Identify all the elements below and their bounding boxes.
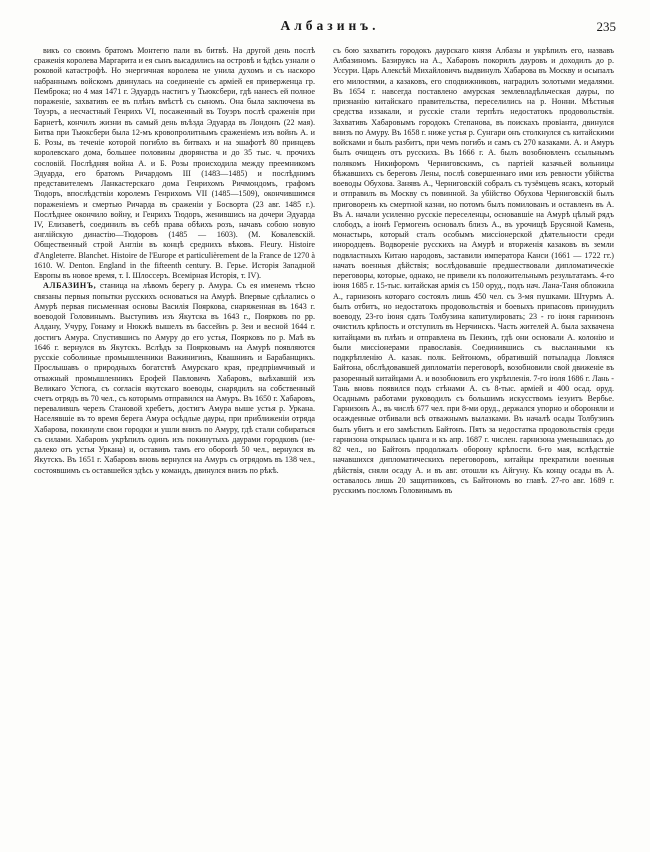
page-number: 235 (596, 19, 616, 34)
left-column (34, 46, 315, 476)
page-header (34, 18, 616, 44)
entry-headword: АЛБАЗИНЪ, (43, 281, 97, 291)
paragraph: съ бою захватить городокъ даурскаго князя Албазы и укрѣпилъ его, назвавъ Албазиномъ. Базируясь на А., Хабаровъ покорилъ дауровъ и доходилъ до р. Уссури. Царь Алексѣй Михайловичъ выдвинулъ Хабарова въ Москву и осыпалъ его милостями, а казаковъ, его сподвижниковъ, наградилъ золотыми медалями. Въ 1654 г. навсегда поставлено амурская землевладѣльческая дауры, по признанію китайскаго правительства, переселились на р. Нонни. Мѣстныя средства иззакали, и русскіе стали терпѣть недостатокъ продовольствія. Захвативъ Хабаровымъ городокъ Степанова, въ поискахъ провіанта, двинулся внизъ по Амуру. Въ 1658 г. ниже устья р. Сунгари онъ столкнулся съ китайскими войсками и былъ разбитъ, при чемъ погибъ и самъ съ 270 казаками. А. и Амуръ былъ очищенъ отъ русскихъ. Въ 1666 г. А. былъ возобновленъ ссыльнымъ полякомъ Никифоромъ Черниговскимъ, съ партіей казачьей вольницы бѣжавшихъ съ береговъ Лены, послѣ совершеннаго ими изъ ревности убійства воеводы Обухова. Занявъ А., Черниговскій собралъ съ тузёмцевъ ясакъ, который и отправилъ въ Москву съ повинной. За убійство Обухова Черниговскій былъ приговоренъ къ смертной казни, но потомъ былъ помилованъ и оставленъ въ А. Въ А. начали усиленно русскіе переселенцы, основавшіе на Амурѣ цѣлый рядъ слободъ, а іюнѣ Гермогенъ основалъ близъ А., въ урочищѣ Брусяной Камень, монастырь, который сталъ особымъ миссіонерской дѣятельности среди инородцевъ. Водвореніе русскихъ на Амурѣ и вторженія казаковъ въ земли подвластныхъ Китаю народовъ, заставили императора Канси (1661 — 1722 гг.) начать военныя дѣйствія; вослѣдовавшіе предшествовали дипломатическіе переговоры, которые, однако, не привели къ положительнымъ результатамъ. 4-го іюня 1685 г. 15-тыс. китайская армія съ 150 оруд., подъ нач. Лана-Таня обложила А., гарнизонъ котораго состоялъ лишь 450 чел. съ 3-мя пушками. Штурмъ А. былъ отбитъ, но недостатокъ продовольствія и боевыхъ припасовъ принудилъ воеводу, 23-го іюня сдать Толбузина капитулировать; 23 - го іюня гарнизонъ очистилъ крѣпость и отступилъ въ Нерчинскъ. Часть жителей А. была захвачена китайцами въ плѣнъ и отправлена въ Пекинъ, гдѣ они основали А. колонію и были миссіонерами православія. Соединившись съ высланными къ подкрѣпленію А. казак. полк. Бейтономъ, обратившій потыладца Ловляся Байтона, обслѣдовавшей дипломатіи переговорѣ, возобновили свой движеніе въ разоренный китайцами А. и возобновилъ его укрѣпленія. 7-го іюля 1686 г. Лань - Тань вновь появился подъ стѣнами А. съ 8-тыс. арміей и 400 осад. оруд. Осаднымъ работами руководилъ съ большимъ искусствомъ іезуитъ Вербье. Гарнизонъ А., въ числѣ 677 чел. при 8-ми оруд., держался упорно и обороняли и осажденные отбивали всѣ отважнымъ вылазками. Въ началѣ осады Толбузинъ былъ убитъ и его замѣстилъ Байтонъ. Пять за недостатка продовольствія среди гарнизона открылась цынга и къ апр. 1687 г. числен. гарнизона уменьшилась до 82 чел., но Байтонъ продолжалъ оборону крѣпости. 6-го мая, вслѣдствіе начавшихся дипломатическихъ переговоровъ, китайцы прекратили военныя дѣйствія, сняли осаду А. и въ авг. отошли къ Айгуну. Къ концу осады въ А. оставалось лишь 20 защитниковъ, съ Байтономъ во главѣ. 27-го авг. 1689 г. русскимъ посломъ Головинымъ въ (333, 46, 614, 496)
dictionary-entry-albazin: АЛБАЗИНЪ, станица на лѣвомъ берегу р. Амура. Съ ея именемъ тѣсно связаны первыя попытки русскихъ основаться на Амурѣ. Впервые сдѣлались о Амурѣ первая письменная основы Василія Пояркова, снаряженная въ 1643 г. воеводой Головинымъ. Выступивъ изъ Якутска въ 1643 г., Поярковъ по рр. Алдану, Учуру, Гонаму и Нюкжѣ вышелъ въ бассейнъ р. Зеи и весной 1644 г. достигъ Амура. Спустившись по Амуру до его устья, Поярковъ по р. Маѣ въ 1646 г. вернулся въ Якутскъ. Вслѣдъ за Поярковымъ на Амурѣ появляются русскіе соболиные промышленники Важинигинъ, Квашнинъ и Барабанщикъ. Прослышавъ о природныхъ богатствѣ Амурскаго края, предпріимчивый и отважный промышленникъ Ерофей Павловичъ Хабаровъ, выѣхавшій изъ Великаго Устюга, съ согласія якутскаго воеводы, снарядилъ на собственный счетъ отрядъ въ 70 чел., съ которымъ отправился на Амуръ. Въ 1650 г. Хабаровъ, перевалившъ черезъ Становой хребетъ, достигъ Амура выше устья р. Урканa. Населявшіе въ то время берега Амура осѣдлые дауры, при приближеніи отряда Хабарова, покинули свои городки и ушли внизъ по Амуру, гдѣ стали собираться съ силами. Хабаровъ укрѣпилъ одинъ изъ покинутыхъ даурами городковъ (не-далеко отъ устья Урканa) и, оставивъ тамъ его оборонѣ 50 чел., вернулся въ Якутскъ. Въ 1651 г. Хабаровъ вновь вернулся на Амуръ съ отрядомъ въ 138 чел., состоявшимъ съ оставшейся здѣсь у командъ, двинулся внизъ по рѣкѣ. (34, 281, 315, 475)
right-column (333, 46, 614, 496)
running-title: Албазинъ. (280, 18, 380, 33)
two-column-body (34, 46, 616, 496)
paragraph: викъ со своимъ братомъ Монтегю пали въ битвѣ. На другой день послѣ сраженія королева Маргарита и ея сынъ высадились на островѣ и ѣдѣсь узнали о роковой катастрофѣ. Но энергичная королева не унила духомъ и съ наскоро набраннымъ войскомъ двинулась на соединеніе съ арміей ея приверженца гр. Пемброка; но 4 мая 1471 г. Эдуардъ настигъ у Тьюксбери, гдѣ нанесъ ей полное пораженіе, захвативъ ее въ плѣнъ вмѣстѣ съ сыномъ. Она была заключена въ Тоуэръ, а несчастный Генрихъ VI, посаженный въ Тоуэръ послѣ сраженія при Барнетѣ, кончилъ жизни въ самый день въѣзда Эдуарда въ Лондонъ (22 мая). Битва при Тьюксбери была 12-мъ кровопролитнымъ сраженіемъ изъ войнъ А. и Б. Розы, въ теченіе которой погибло въ битвахъ и на эшафотѣ 80 принцевъ королевскаго дома, большее половины дворянства и до 35 тыс. ч. прочихъ сословій. Послѣдняя война А. и Б. Розы происходила между преемникомъ Эдуарда, его братомъ Ричардомъ III (1483—1485) и послѣднимъ представителемъ Ланкастерскаго дома Генрихомъ Ричмондомъ, графомъ Тюдоръ, впослѣдствіи королемъ Генрихомъ VII (1485—1509), окончившимся пораженіемъ и смертью Ричарда въ сраженіи у Босворта (23 авг. 1485 г.). Послѣднее окончило войну, и Генрихъ Тюдоръ, женившись на дочери Эдуарда IV, Елизаветѣ, соединилъ въ себѣ права обѣихъ розъ, начавъ собою новую англійскую династію—Тюдоровъ (1485 — 1603). (М. Ковалевскій. Общественный строй Англіи въ концѣ среднихъ вѣковъ. Fleury. Histoire d'Angleterre. Blanchet. Histoire de l'Europe et particulièrement de la France de 1270 à 1610. W. Denton. England in the fifteenth century. В. Герье. Исторія Западной Европы въ новое время, т. I. Шлоссеръ. Всемірная Исторія, т. IV). (34, 46, 315, 281)
